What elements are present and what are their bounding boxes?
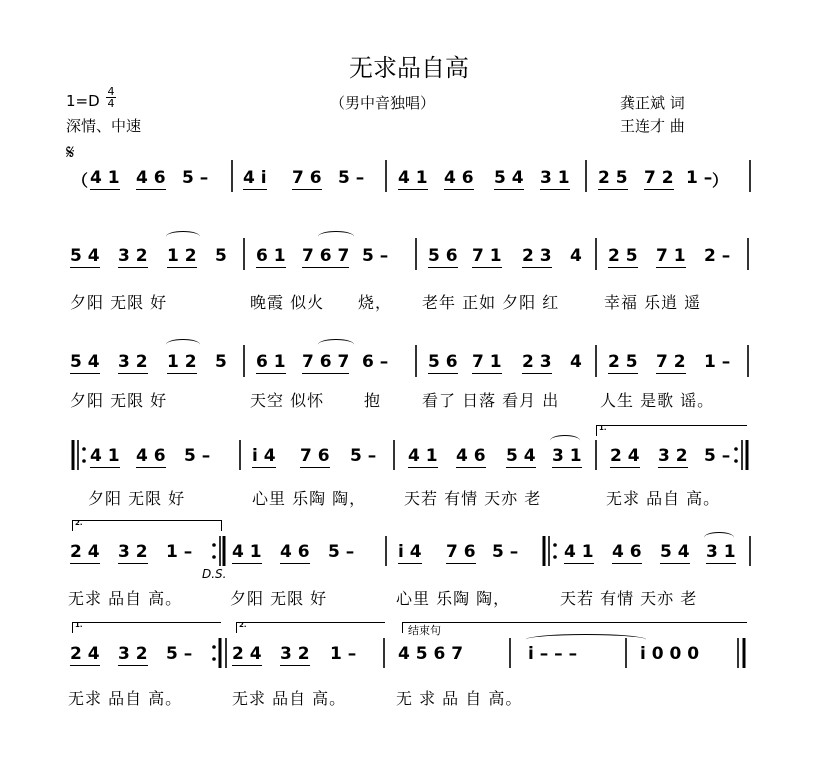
time-numerator: 4 — [107, 85, 115, 98]
note-group: 5 – — [182, 168, 209, 188]
note-group: 7 1 — [472, 246, 502, 266]
intro-open-paren: （ — [72, 171, 89, 190]
lyric-phrase: 看了 日落 看月 出 — [422, 391, 560, 410]
note-group: 4 6 — [136, 168, 166, 188]
lyric-phrase: 晚霞 似火 — [250, 293, 325, 312]
ending-number: 2. — [239, 621, 247, 629]
lyric-phrase: 无求 品自 高。 — [232, 689, 347, 708]
note-group: 7 1 — [656, 246, 686, 266]
note-group: 7 2 — [656, 352, 686, 372]
note-group: 5 4 — [660, 542, 690, 562]
note-group: 7 6 — [300, 446, 330, 466]
intro-close-paren: ） — [712, 171, 729, 190]
note-group: 4 6 — [444, 168, 474, 188]
note-group: 5 6 — [428, 352, 458, 372]
note-group: 4 i — [243, 168, 267, 188]
note-group: 5 – — [704, 446, 731, 466]
lyric-phrase: 无求 品自 高。 — [606, 489, 721, 508]
repeat-dots — [82, 447, 738, 661]
ending-number: 2. — [75, 519, 83, 527]
note-group: 5 – — [166, 644, 193, 664]
note-group: 7 1 — [472, 352, 502, 372]
song-title: 无求品自高 — [349, 54, 469, 82]
note-group: 7 6 7 — [302, 246, 350, 266]
note-group: 4 1 — [90, 446, 120, 466]
note-group: 3 2 — [118, 542, 148, 562]
note-group: 3 1 — [552, 446, 582, 466]
note-group: 3 2 — [658, 446, 688, 466]
note-group: 1 2 — [167, 246, 197, 266]
note-group: 2 3 — [522, 352, 552, 372]
note-group: 5 — [215, 352, 227, 372]
note-group: 4 — [570, 352, 582, 372]
note-group: 3 1 — [706, 542, 736, 562]
note-group: 6 1 — [256, 246, 286, 266]
note-group: 1 – — [330, 644, 357, 664]
lyric-phrase: 夕阳 无限 好 — [230, 589, 328, 608]
note-group: 4 1 — [232, 542, 262, 562]
barlines — [73, 160, 750, 668]
lyric-phrase: 烧， — [358, 293, 393, 312]
note-group: 1 – — [166, 542, 193, 562]
note-group: 2 4 — [70, 644, 100, 664]
coda-label: 结束句 — [408, 624, 441, 637]
tempo-marking: 深情、中速 — [66, 117, 142, 135]
composer-credit: 王连才 曲 — [620, 117, 685, 135]
lyric-phrase: 夕阳 无限 好 — [88, 489, 186, 508]
note-group: 5 4 — [70, 352, 100, 372]
note-group: 2 5 — [608, 246, 638, 266]
note-group: 5 – — [350, 446, 377, 466]
note-group: 3 2 — [118, 352, 148, 372]
lyric-phrase: 天若 有情 天亦 老 — [560, 589, 698, 608]
note-group: 4 5 6 7 — [398, 644, 464, 664]
note-group: 6 – — [362, 352, 389, 372]
note-group: 1 – — [704, 352, 731, 372]
note-group: 7 6 — [292, 168, 322, 188]
note-group: 2 3 — [522, 246, 552, 266]
lyric-phrase: 心里 乐陶 陶， — [396, 589, 511, 608]
note-group: 5 – — [328, 542, 355, 562]
note-group: 5 4 — [506, 446, 536, 466]
note-group: 2 5 — [598, 168, 628, 188]
note-group: i – – – — [528, 644, 578, 664]
note-group: 4 1 — [408, 446, 438, 466]
note-group: 2 5 — [608, 352, 638, 372]
note-group: 5 — [215, 246, 227, 266]
note-group: 2 4 — [232, 644, 262, 664]
note-group: 5 – — [362, 246, 389, 266]
ending-number: 1. — [75, 621, 83, 629]
note-group: 5 – — [492, 542, 519, 562]
note-group: 4 6 — [456, 446, 486, 466]
lyric-phrase: 无求 品自 高。 — [68, 589, 183, 608]
lyric-phrase: 人生 是歌 谣。 — [600, 391, 715, 410]
note-group: 4 1 — [90, 168, 120, 188]
lyric-phrase: 天空 似怀 — [250, 391, 325, 410]
note-group: 1 – — [686, 168, 713, 188]
note-group: 3 1 — [540, 168, 570, 188]
note-group: 3 2 — [280, 644, 310, 664]
time-denominator: 4 — [107, 97, 115, 110]
lyric-phrase: 心里 乐陶 陶， — [252, 489, 367, 508]
note-group: 1 2 — [167, 352, 197, 372]
lyric-phrase: 幸福 乐逍 遥 — [604, 293, 702, 312]
note-group: 5 4 — [70, 246, 100, 266]
note-group: 5 6 — [428, 246, 458, 266]
note-group: 3 2 — [118, 246, 148, 266]
note-group: 2 4 — [70, 542, 100, 562]
note-group: i 4 — [252, 446, 276, 466]
note-group: 6 1 — [256, 352, 286, 372]
note-group: 2 4 — [610, 446, 640, 466]
note-group: 4 6 — [612, 542, 642, 562]
lyric-phrase: 无 求 品 自 高。 — [396, 689, 523, 708]
note-group: 4 — [570, 246, 582, 266]
lyric-phrase: 天若 有情 天亦 老 — [404, 489, 542, 508]
note-group: 3 2 — [118, 644, 148, 664]
note-group: 4 1 — [564, 542, 594, 562]
ending-number: 1. — [599, 424, 607, 432]
lyricist-credit: 龚正斌 词 — [620, 94, 685, 112]
note-group: 5 – — [184, 446, 211, 466]
note-group: 7 6 — [446, 542, 476, 562]
note-group: 7 2 — [644, 168, 674, 188]
lyric-phrase: 夕阳 无限 好 — [70, 293, 168, 312]
note-group: 2 – — [704, 246, 731, 266]
lyric-phrase: 老年 正如 夕阳 红 — [422, 293, 560, 312]
ds-marking: D.S. — [202, 567, 227, 581]
note-group: i 4 — [398, 542, 422, 562]
lyric-phrase: 夕阳 无限 好 — [70, 391, 168, 410]
note-group: 4 6 — [280, 542, 310, 562]
note-group: 5 – — [338, 168, 365, 188]
segno-icon: 𝄋 — [66, 140, 75, 164]
note-group: i 0 0 0 — [640, 644, 700, 664]
song-subtitle: （男中音独唱） — [330, 94, 436, 112]
note-group: 4 6 — [136, 446, 166, 466]
lyric-phrase: 抱 — [364, 391, 382, 410]
note-group: 4 1 — [398, 168, 428, 188]
lyric-phrase: 无求 品自 高。 — [68, 689, 183, 708]
note-group: 7 6 7 — [302, 352, 350, 372]
key-signature: 1=D — [66, 92, 100, 110]
note-group: 5 4 — [494, 168, 524, 188]
